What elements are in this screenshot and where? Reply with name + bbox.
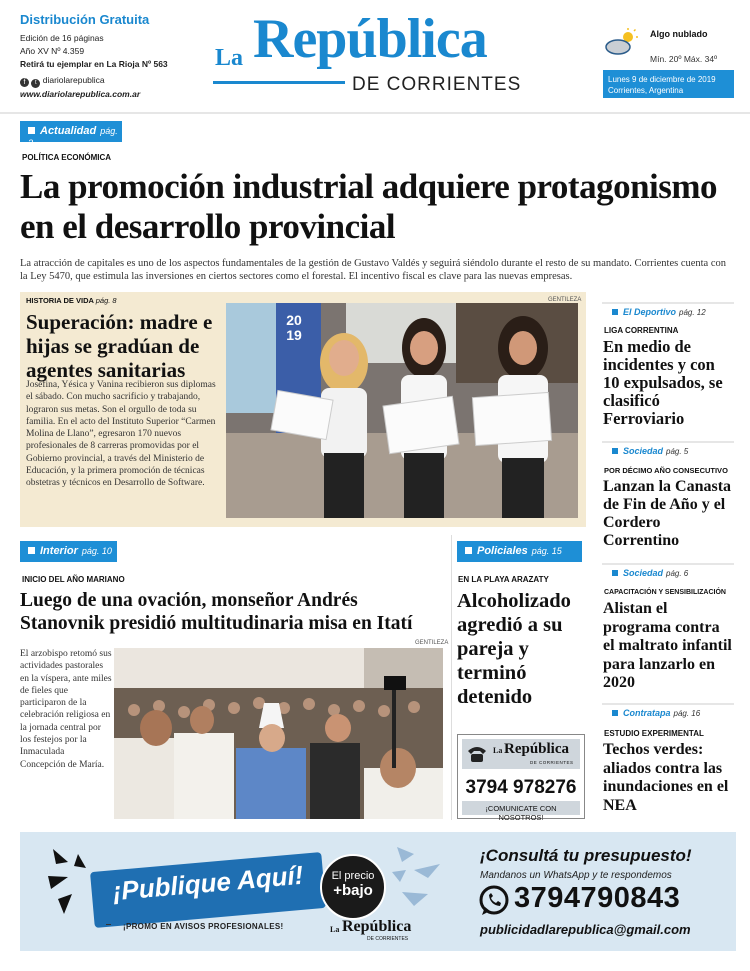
telephone-icon: [466, 745, 488, 763]
contact-box: [457, 734, 585, 822]
sidebar-section: Sociedad: [623, 446, 664, 456]
logo-rule: [213, 81, 345, 84]
interior-headline[interactable]: Luego de una ovación, monseñor Andrés Stanovnik presidió multitudinaria misa en Itatí: [20, 590, 413, 634]
website-link[interactable]: www.diariolarepublica.com.ar: [20, 89, 141, 99]
sidebar-kicker: CAPACITACIÓN Y SENSIBILIZACIÓN: [604, 589, 726, 596]
publique-text: ¡Publique Aquí!: [111, 859, 305, 907]
burst-right-icon: [392, 842, 444, 922]
tag-square-icon: [612, 570, 618, 576]
sidebar-kicker: LIGA CORRENTINA: [604, 326, 679, 335]
feature-headline[interactable]: Superación: madre e hijas se gradúan de agentes sanitarias: [26, 310, 213, 382]
date-box: [603, 70, 734, 98]
social-handle-text: diariolarepublica: [42, 75, 105, 85]
tag-square-icon: [28, 547, 35, 554]
ad-logo-sub: DE CORRIENTES: [367, 936, 409, 942]
weather-description: Algo nublado: [650, 29, 708, 39]
edition-info: [20, 32, 168, 101]
section-tag-policiales[interactable]: [457, 541, 582, 562]
ad-email[interactable]: publicidadlarepublica@gmail.com: [480, 922, 691, 937]
temperature-range: Mín. 20º Máx. 34º: [650, 54, 718, 64]
main-headline[interactable]: La promoción industrial adquiere protagonismo en el desarrollo provincial: [20, 167, 718, 246]
sidebar-kicker: POR DÉCIMO AÑO CONSECUTIVO: [604, 466, 728, 475]
sidebar-section: El Deportivo: [623, 307, 677, 317]
sidebar-page: pág. 12: [679, 308, 706, 317]
main-lead: La atracción de capitales es uno de los aspectos fundamentales de la gestión de Gustavo Valdés y seguirá siéndolo durante el resto de su mandato. Corrientes cuenta con la Ley 5470, que estimula las inversiones en ciertos sectores como el forestal. El incentivo fiscal es clave para las nuevas empresas.: [20, 258, 726, 282]
ad-consulta: ¡Consultá tu presupuesto!: [480, 846, 692, 865]
tag-square-icon: [465, 547, 472, 554]
sidebar-page: pág. 16: [673, 709, 701, 718]
contact-logo-sub: DE CORRIENTES: [530, 760, 574, 765]
promo-text: ¡PROMO EN AVISOS PROFESIONALES!: [123, 922, 284, 931]
column-divider: [451, 535, 452, 820]
sidebar-headline[interactable]: Alistan el programa contra el maltrato infantil para lanzarlo en 2020: [603, 600, 732, 691]
facebook-icon[interactable]: f: [20, 78, 29, 87]
partly-cloudy-icon: [604, 28, 640, 56]
contact-phone[interactable]: 3794 978276: [465, 777, 577, 798]
section-name: Actualidad: [40, 125, 97, 137]
sidebar-tag-sociedad-2[interactable]: [602, 563, 734, 581]
ad-phone[interactable]: 3794790843: [514, 882, 681, 914]
feature-section: HISTORIA DE VIDA: [26, 296, 94, 305]
contact-cta[interactable]: ¡COMUNICATE CON NOSOTROS!: [462, 801, 580, 815]
section-name: Policiales: [477, 545, 528, 557]
tag-square-icon: [28, 127, 35, 134]
sidebar-headline[interactable]: Lanzan la Canasta de Fin de Año y el Cordero Correntino: [603, 478, 732, 549]
interior-photo-credit: GENTILEZA: [415, 640, 449, 646]
sidebar-tag-sociedad[interactable]: [602, 441, 734, 459]
promo-rule-left: [106, 924, 111, 925]
feature-kicker: [26, 296, 117, 305]
sidebar-headline[interactable]: Techos verdes: aliados contra las inundaciones en el NEA: [603, 741, 729, 814]
mass-photo[interactable]: [114, 648, 443, 819]
issue-location: Corrientes, Argentina: [608, 86, 684, 95]
section-name: Interior: [40, 545, 78, 557]
sidebar-headline[interactable]: En medio de incidentes y con 10 expulsados, se clasificó Ferroviario: [603, 337, 723, 428]
contact-logo-la: La: [493, 746, 503, 755]
masthead-logo: [213, 8, 548, 103]
policiales-headline[interactable]: Alcoholizado agredió a su pareja y terminó detenido: [457, 590, 571, 708]
ad-logo-la: La: [330, 925, 340, 934]
sidebar-section: Contratapa: [623, 708, 671, 718]
social-handle[interactable]: [20, 74, 168, 88]
whatsapp-icon[interactable]: [478, 885, 510, 917]
graduates-photo[interactable]: [226, 303, 578, 518]
policiales-kicker: EN LA PLAYA ARAZATY: [458, 575, 549, 584]
sidebar-kicker: ESTUDIO EXPERIMENTAL: [604, 729, 704, 738]
sidebar-page: pág. 6: [666, 569, 689, 578]
ad-banner[interactable]: [20, 832, 736, 951]
issue-date: Lunes 9 de diciembre de 2019: [608, 75, 716, 84]
tag-square-icon: [612, 309, 618, 315]
feature-body: Josefina, Yésica y Vanina recibieron sus diplomas el sábado. Con mucho sacrificio y trabajando, lograron sus metas. Son el orgullo de toda su familia. En el acto del Instituto Superior “Carmen Molina de Llano”, egresaron 170 nuevos profesionales de 8 carreras promovidas por el Gobierno provincial, a través del Ministerio de Educación, y la primera promoción de técnicas obstetras y técnicos en Desarrollo de Software.: [26, 380, 216, 489]
distribution-label: Distribución Gratuita: [20, 12, 150, 27]
interior-kicker: INICIO DEL AÑO MARIANO: [22, 575, 125, 584]
ad-logo: República: [342, 918, 412, 935]
sidebar-tag-contratapa[interactable]: [602, 703, 734, 721]
price-badge: [320, 854, 386, 920]
feature-photo-credit: GENTILEZA: [548, 297, 582, 303]
ad-whatsapp-text: Mandanos un WhatsApp y te respondemos: [480, 870, 672, 881]
twitter-icon[interactable]: t: [31, 79, 40, 88]
section-tag-actualidad[interactable]: [20, 121, 122, 148]
pickup-address: Retirá tu ejemplar en La Rioja Nº 563: [20, 59, 168, 69]
main-kicker: POLÍTICA ECONÓMICA: [22, 153, 112, 162]
price-badge-line1: El precio: [331, 870, 375, 882]
logo-subtitle: DE CORRIENTES: [352, 74, 522, 95]
section-page: pág. 3: [28, 126, 118, 148]
photo-year-banner: 2019: [286, 312, 302, 343]
section-page: pág. 15: [531, 546, 562, 556]
section-page: pág. 10: [81, 546, 112, 556]
tag-square-icon: [612, 448, 618, 454]
contact-logo: República: [504, 741, 570, 757]
sidebar-section: Sociedad: [623, 568, 664, 578]
masthead-divider: [0, 112, 750, 114]
logo-la: La: [215, 45, 244, 71]
price-badge-line2: +bajo: [333, 882, 373, 899]
logo-republica: República: [253, 8, 487, 70]
sidebar-tag-deportivo[interactable]: [602, 302, 734, 320]
tag-square-icon: [612, 710, 618, 716]
sidebar-page: pág. 5: [666, 447, 689, 456]
interior-body: El arzobispo retomó sus actividades pastorales en la víspera, ante miles de fieles que participaron de la celebración religiosa en la jornada central por los festejos por la Inmaculada Concepción de María.: [20, 649, 112, 770]
edition-pages: Edición de 16 páginas: [20, 33, 104, 43]
feature-section-page: pág. 8: [95, 296, 117, 305]
section-tag-interior[interactable]: [20, 541, 117, 562]
edition-year: Año XV Nº 4.359: [20, 46, 85, 56]
